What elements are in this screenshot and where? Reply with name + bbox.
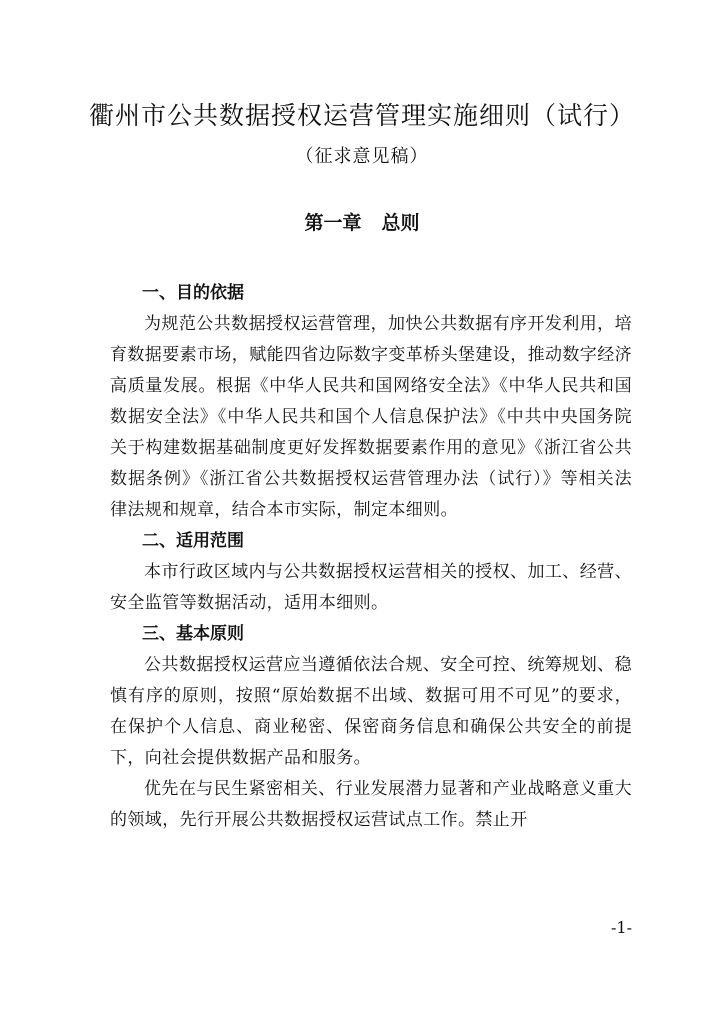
section-paragraph: 优先在与民生紧密相关、行业发展潜力显著和产业战略意义重大的领域，先行开展公共数据授权运营试点工作。禁止开 — [110, 779, 632, 830]
document-title: 衢州市公共数据授权运营管理实施细则（试行） — [88, 101, 635, 130]
section-heading: 三、基本原则 — [142, 624, 244, 644]
section-purpose-basis — [110, 278, 632, 526]
section-paragraph: 本市行政区域内与公共数据授权运营相关的授权、加工、经营、安全监管等数据活动，适用本细则。 — [110, 562, 632, 613]
section-scope — [110, 526, 632, 619]
section-heading: 二、适用范围 — [142, 531, 244, 551]
chapter-number: 第一章 — [304, 212, 362, 234]
section-principles — [110, 619, 632, 836]
document-subtitle: （征求意见稿） — [295, 146, 429, 167]
chapter-name: 总则 — [381, 212, 420, 234]
chapter-heading — [0, 210, 724, 236]
section-paragraph: 公共数据授权运营应当遵循依法合规、安全可控、统筹规划、稳慎有序的原则，按照“原始数据不出域、数据可用不可见”的要求，在保护个人信息、商业秘密、保密商务信息和确保公共安全的前提下，向社会提供数据产品和服务。 — [110, 655, 632, 768]
page-number: -1- — [611, 918, 632, 937]
section-paragraph: 为规范公共数据授权运营管理，加快公共数据有序开发利用，培育数据要素市场，赋能四省边际数字变革桥头堡建设，推动数字经济高质量发展。根据《中华人民共和国网络安全法》《中华人民共和国数据安全法》《中华人民共和国个人信息保护法》《中共中央国务院关于构建数据基础制度更好发挥数据要素作用的意见》《浙江省公共数据条例》《浙江省公共数据授权运营管理办法（试行）》等相关法律法规和规章，结合本市实际，制定本细则。 — [110, 314, 632, 520]
section-heading: 一、目的依据 — [142, 283, 244, 303]
document-body — [110, 278, 632, 836]
